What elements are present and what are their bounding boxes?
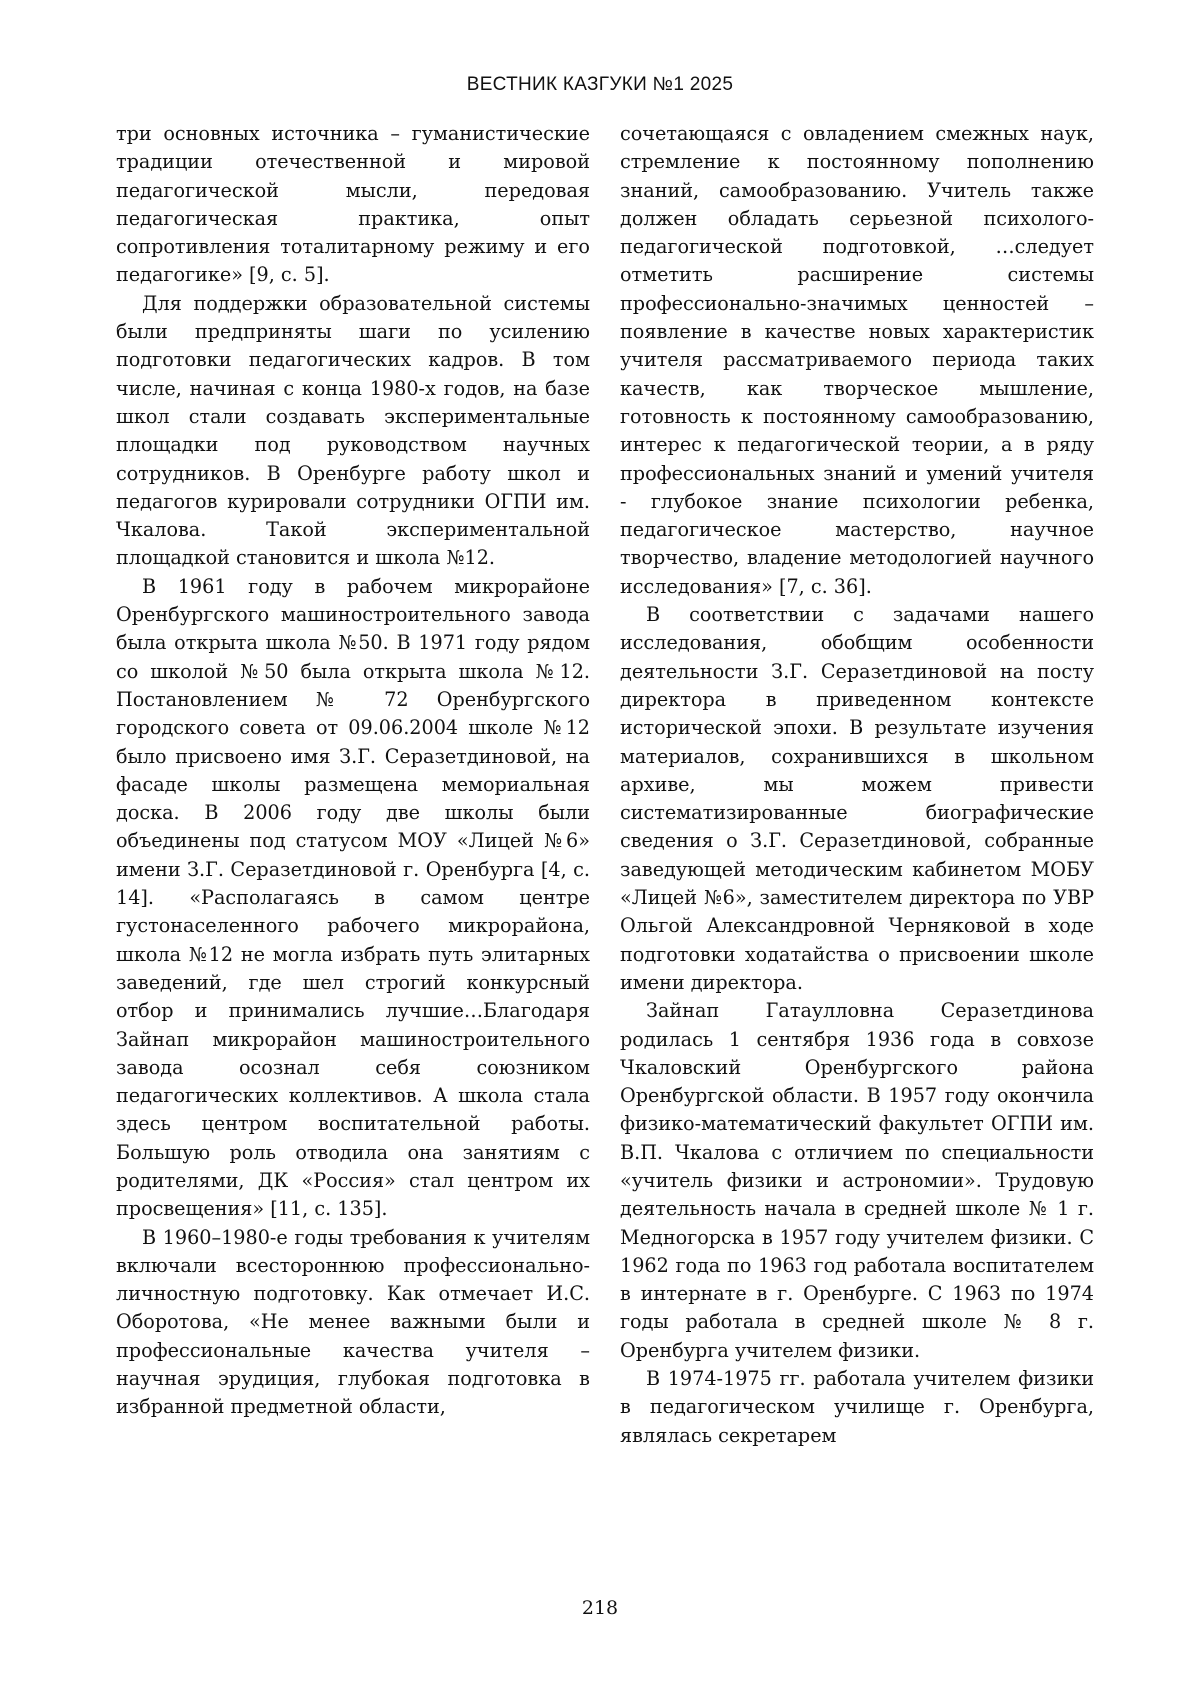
paragraph-continuation: сочетающаяся с овладением смежных наук, стремление к постоянному пополнению знаний, самообразованию. Учитель также должен обладать серьезной психолого-педагогической подготовкой, …следует отметить расширение системы профессионально-значимых ценностей – появление в качестве новых характеристик учителя рассматриваемого периода таких качеств, как творческое мышление, готовность к постоянному самообразованию, интерес к педагогической теории, а в ряду профессиональных знаний и умений учителя - глубокое знание психологии ребенка, педагогическое мастерство, научное творчество, владение методологией научного исследования» [7, с. 36].: [620, 122, 1094, 598]
page-number: 218: [581, 1597, 619, 1619]
paragraph-continuation: три основных источника – гуманистические традиции отечественной и мировой педагогической мысли, передовая педагогическая практика, опыт сопротивления тоталитарному режиму и его педагогике» [9, с. 5].: [116, 122, 590, 287]
right-column: [620, 120, 1094, 1450]
paragraph: Зайнап Гатаулловна Серазетдинова родилась 1 сентября 1936 года в совхозе Чкаловский Оренбургского района Оренбургской области. В 1957 году окончила физико-математический факультет ОГПИ им. В.П. Чкалова с отличием по специальности «учитель физики и астрономии». Трудовую деятельность начала в средней школе № 1 г. Медногорска в 1957 году учителем физики. С 1962 года по 1963 год работала воспитателем в интернате в г. Оренбурге. С 1963 по 1974 годы работала в средней школе № 8 г. Оренбурга учителем физики.: [620, 999, 1094, 1362]
paragraph: В 1974-1975 гг. работала учителем физики в педагогическом училище г. Оренбурга, являлась секретарем: [620, 1367, 1094, 1447]
journal-header: ВЕСТНИК КАЗГУКИ №1 2025: [466, 74, 734, 95]
left-column: [116, 120, 590, 1422]
paragraph: В 1960–1980-е годы требования к учителям включали всестороннюю профессионально-личностную подготовку. Как отмечает И.С. Оборотова, «Не менее важными были и профессиональные качества учителя – научная эрудиция, глубокая подготовка в избранной предметной области,: [116, 1225, 590, 1419]
paragraph: Для поддержки образовательной системы были предприняты шаги по усилению подготовки педагогических кадров. В том числе, начиная с конца 1980-х годов, на базе школ стали создавать экспериментальные площадки под руководством научных сотрудников. В Оренбурге работу школ и педагогов курировали сотрудники ОГПИ им. Чкалова. Такой экспериментальной площадкой становится и школа №12.: [116, 291, 590, 570]
paragraph: В соответствии с задачами нашего исследования, обобщим особенности деятельности З.Г. Серазетдиновой на посту директора в приведенном контексте исторической эпохи. В результате изучения материалов, сохранившихся в школьном архиве, мы можем привести систематизированные биографические сведения о З.Г. Серазетдиновой, собранные заведующей методическим кабинетом МОБУ «Лицей №6», заместителем директора по УВР Ольгой Александровной Черняковой в ходе подготовки ходатайства о присвоении школе имени директора.: [620, 603, 1094, 994]
paragraph: В 1961 году в рабочем микрорайоне Оренбургского машиностроительного завода была открыта школа №50. В 1971 году рядом со школой №50 была открыта школа №12. Постановлением № 72 Оренбургского городского совета от 09.06.2004 школе №12 было присвоено имя З.Г. Серазетдиновой, на фасаде школы размещена мемориальная доска. В 2006 году две школы были объединены под статусом МОУ «Лицей №6» имени З.Г. Серазетдиновой г. Оренбурга [4, с. 14]. «Располагаясь в самом центре густонаселенного рабочего микрорайона, школа №12 не могла избрать путь элитарных заведений, где шел строгий конкурсный отбор и принимались лучшие…Благодаря Зайнап микрорайон машиностроительного завода осознал себя союзником педагогических коллективов. А школа стала здесь центром воспитательной работы. Большую роль отводила она занятиям с родителями, ДК «Россия» стал центром их просвещения» [11, с. 135].: [116, 574, 590, 1221]
